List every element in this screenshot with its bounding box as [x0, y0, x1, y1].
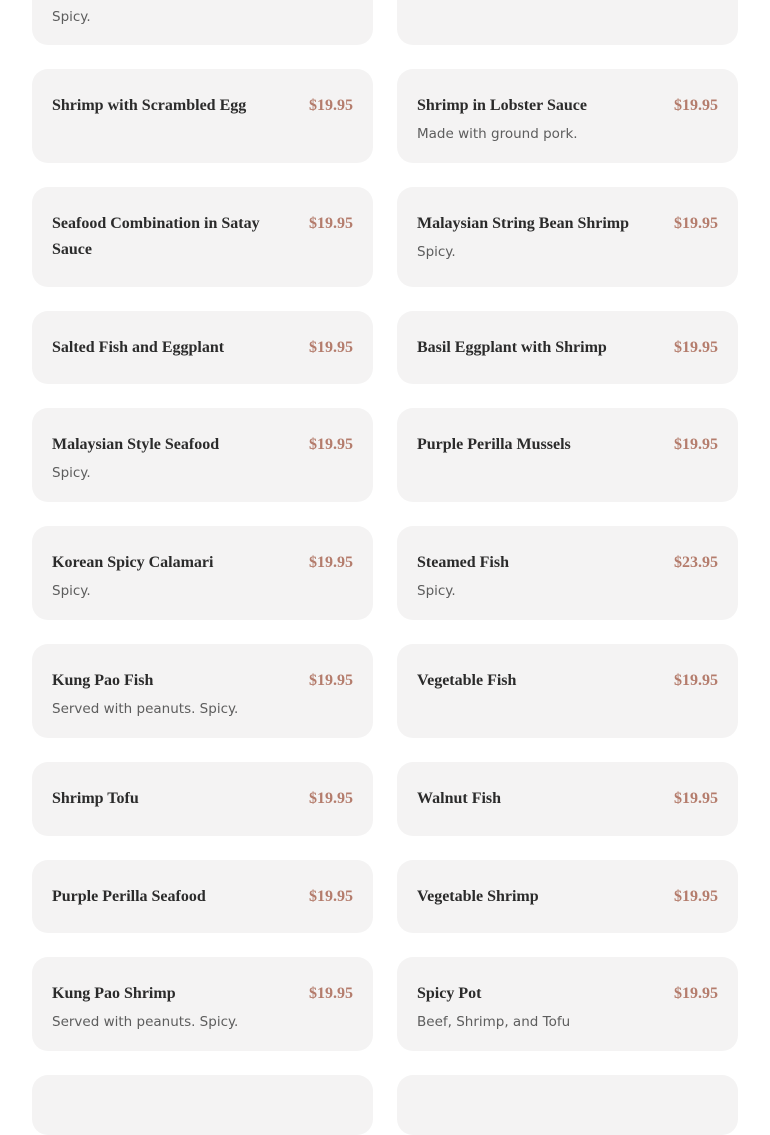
menu-item-card[interactable] [32, 187, 373, 287]
menu-item-price: $19.95 [309, 436, 353, 453]
menu-item-card[interactable] [32, 644, 373, 738]
menu-item-price: $19.95 [309, 790, 353, 807]
menu-item-price: $19.95 [309, 554, 353, 571]
menu-item-card-partial[interactable] [32, 1075, 373, 1135]
menu-item-name: Basil Eggplant with Shrimp [417, 339, 607, 356]
menu-item-description: Spicy. [417, 244, 456, 260]
menu-item-price: $19.95 [674, 215, 718, 232]
menu-item-name: Spicy Pot [417, 985, 482, 1002]
menu-item-description: Served with peanuts. Spicy. [52, 1014, 239, 1030]
menu-item-name: Walnut Fish [417, 790, 502, 807]
menu-item-name: Vegetable Fish [417, 672, 517, 689]
menu-item-name: Purple Perilla Seafood [52, 888, 206, 905]
menu-item-price: $19.95 [674, 888, 718, 905]
menu-item-card[interactable] [397, 957, 738, 1051]
menu-item-name: Shrimp in Lobster Sauce [417, 97, 587, 114]
menu-item-card[interactable] [32, 408, 373, 502]
menu-item-name: Kung Pao Fish [52, 672, 154, 689]
menu-item-card[interactable] [397, 644, 738, 738]
menu-item-card[interactable] [397, 526, 738, 620]
menu-item-description: Served with peanuts. Spicy. [52, 701, 239, 717]
menu-item-price: $19.95 [674, 672, 718, 689]
menu-item-card[interactable] [32, 526, 373, 620]
menu-item-card[interactable] [32, 860, 373, 933]
menu-item-description: Made with ground pork. [417, 126, 578, 142]
menu-item-price: $19.95 [674, 97, 718, 114]
menu-item-price: $19.95 [309, 985, 353, 1002]
menu-item-price: $19.95 [309, 97, 353, 114]
menu-item-card[interactable] [32, 957, 373, 1051]
menu-item-name: Seafood Combination in Satay Sauce [52, 215, 260, 258]
menu-item-name: Korean Spicy Calamari [52, 554, 214, 571]
menu-item-card-partial[interactable] [397, 1075, 738, 1135]
menu-item-description: Spicy. [52, 583, 91, 599]
menu-item-description: Spicy. [52, 9, 91, 25]
menu-item-card[interactable] [397, 762, 738, 836]
menu-item-card[interactable] [32, 762, 373, 836]
menu-item-card[interactable] [32, 311, 373, 384]
menu-item-name: Salted Fish and Eggplant [52, 339, 225, 356]
menu-item-description: Spicy. [417, 583, 456, 599]
menu-item-price: $19.95 [674, 985, 718, 1002]
menu-item-card-partial[interactable] [397, 0, 738, 45]
menu-item-name: Steamed Fish [417, 554, 509, 571]
menu-item-name: Purple Perilla Mussels [417, 436, 571, 453]
menu-item-card[interactable] [397, 311, 738, 384]
menu-item-card-partial[interactable] [32, 0, 373, 45]
menu-item-name: Shrimp with Scrambled Egg [52, 97, 247, 114]
menu-item-description: Spicy. [52, 465, 91, 481]
menu-item-card[interactable] [397, 187, 738, 287]
menu-item-price: $23.95 [674, 554, 718, 571]
menu-item-name: Shrimp Tofu [52, 790, 139, 807]
menu-item-name: Malaysian String Bean Shrimp [417, 215, 630, 232]
menu-item-card[interactable] [397, 408, 738, 502]
menu-item-price: $19.95 [674, 339, 718, 356]
menu-item-name: Malaysian Style Seafood [52, 436, 220, 453]
menu-item-name: Vegetable Shrimp [417, 888, 539, 905]
menu-item-price: $19.95 [674, 790, 718, 807]
menu-item-card[interactable] [397, 860, 738, 933]
menu-item-price: $19.95 [309, 215, 353, 232]
menu-item-price: $19.95 [309, 888, 353, 905]
menu-item-card[interactable] [32, 69, 373, 163]
menu-item-price: $19.95 [674, 436, 718, 453]
menu-item-price: $19.95 [309, 672, 353, 689]
menu-item-description: Beef, Shrimp, and Tofu [417, 1014, 571, 1030]
menu-item-name: Kung Pao Shrimp [52, 985, 176, 1002]
menu-item-card[interactable] [397, 69, 738, 163]
menu-item-price: $19.95 [309, 339, 353, 356]
